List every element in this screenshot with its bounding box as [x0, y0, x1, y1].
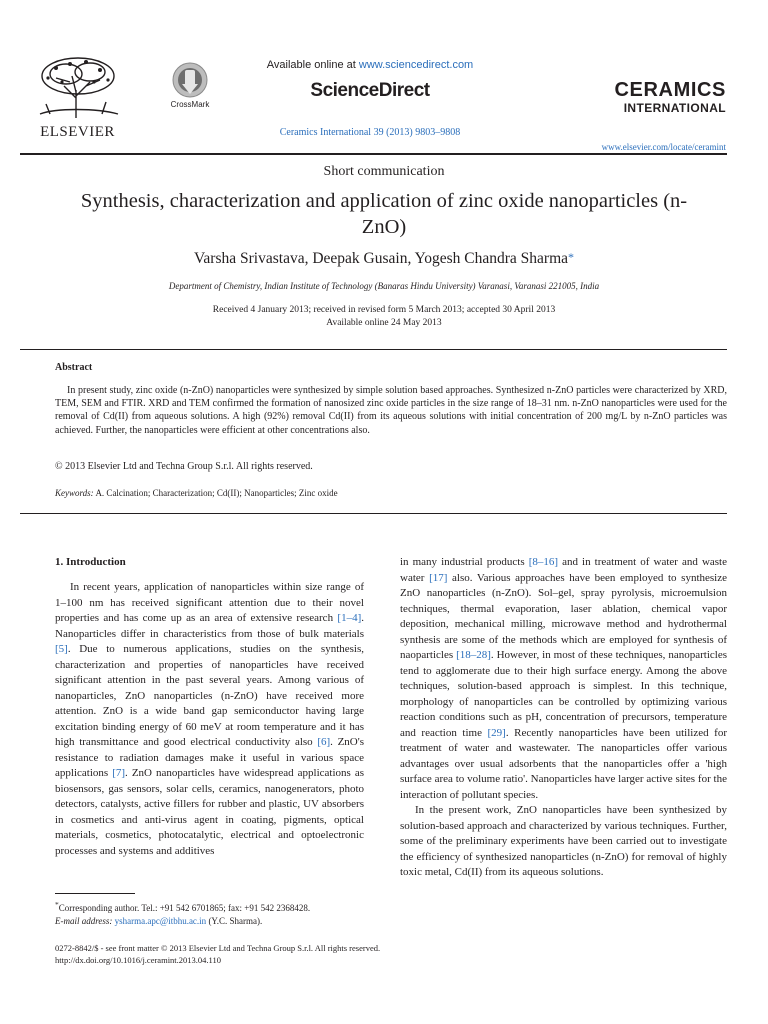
crossmark-label: CrossMark	[170, 100, 210, 109]
citation-link[interactable]: [17]	[429, 571, 448, 584]
body-column-right	[400, 555, 727, 881]
journal-url[interactable]: www.elsevier.com/locate/ceramint	[601, 142, 726, 152]
author-list	[0, 250, 768, 268]
text-run: . Due to numerous applications, studies on the synthesis, characterization and properties of nanoparticles have received significant attention in the past several years. Among various of nanoparticles, ZnO nanoparticles (n-ZnO) have received more attention. ZnO is a wide band gap semiconductor having large excitation binding energy of 60 meV at room temperature and it has high transmittance and good electrical conductivity also	[55, 643, 364, 748]
elsevier-logo	[20, 52, 135, 142]
journal-reference[interactable]: Ceramics International 39 (2013) 9803–9808	[279, 127, 461, 138]
header-divider	[20, 153, 727, 155]
email-suffix: (Y.C. Sharma).	[206, 916, 263, 926]
citation-link[interactable]: [5]	[55, 643, 68, 655]
citation-link[interactable]: [6]	[317, 736, 331, 748]
received-dates: Received 4 January 2013; received in revised form 5 March 2013; accepted 30 April 2013	[212, 305, 556, 315]
footnote-mark: *	[55, 900, 59, 909]
intro-paragraph-2: In the present work, ZnO nanoparticles have been synthesized by solution-based approach and characterized by various techniques. Further, some of the preliminary experiments have been carried out to investigate the efficiency of synthesized nanoparticles (n-ZnO) for removal of highly toxic metal, Cd(II) from its aqueous solutions.	[400, 804, 727, 878]
citation-link[interactable]: [18–28]	[456, 649, 491, 661]
affiliation: Department of Chemistry, Indian Institute of Technology (Banaras Hindu University) Varanasi, Varanasi 221005, India	[168, 281, 600, 291]
available-online-prefix: Available online at	[266, 59, 359, 71]
email-label: E-mail address:	[55, 916, 113, 926]
journal-logo	[606, 80, 726, 114]
text-run: In recent years, application of nanoparticles within size range of 1–100 nm has received significant attention due to their novel properties and has come up as an area of extensive research	[55, 581, 364, 624]
corresponding-author-contact: Corresponding author. Tel.: +91 542 6701865; fax: +91 542 2368428.	[58, 903, 311, 913]
copyright-notice: © 2013 Elsevier Ltd and Techna Group S.r.l. All rights reserved.	[55, 461, 313, 472]
sciencedirect-logo: ScienceDirect	[310, 80, 430, 101]
intro-paragraph-1-continued	[400, 555, 727, 803]
available-online-line	[200, 59, 540, 71]
keywords-label: Keywords:	[55, 488, 94, 498]
text-run: also. Various approaches have been employed to synthesize ZnO nanoparticles (n-ZnO). Sol–gel, spray pyrolysis, microemulsion techniques, thermal evaporation, laser ablation, chemical vapor deposition, mechanical milling, microwave method and hydrothermal synthesis are some of the methods which are employed for synthesis of naoparticles	[400, 571, 727, 661]
footnote	[55, 898, 385, 928]
article-dates	[0, 304, 768, 330]
sciencedirect-url[interactable]: www.sciencedirect.com	[358, 59, 474, 71]
elsevier-tree-icon	[26, 52, 130, 120]
front-matter-line: 0272-8842/$ - see front matter © 2013 Elsevier Ltd and Techna Group S.r.l. All rights reserved.	[55, 943, 381, 953]
text-run: . ZnO nanoparticles have widespread applications as biosensors, gas sensors, solar cells, ceramics, nanogenerators, photo detectors, catalysts, active fillers for rubber and plastic, UV absorbers in cosmetics and anti-virus agent in coating, pigments, optical materials, cosmetics, photocatalytic, electrical and optoelectronic processes and systems and additives	[55, 767, 364, 857]
text-run: in many industrial products	[400, 556, 529, 568]
corresponding-author-mark[interactable]: *	[568, 250, 575, 264]
footnote-divider	[55, 893, 135, 894]
authors-text: Varsha Srivastava, Deepak Gusain, Yogesh Chandra Sharma	[193, 250, 569, 267]
intro-paragraph-1	[55, 580, 364, 859]
article-title: Synthesis, characterization and application of zinc oxide nanoparticles (n-ZnO)	[80, 190, 688, 238]
body-column-left	[55, 580, 364, 859]
citation-link[interactable]: [7]	[112, 767, 126, 779]
keywords	[55, 488, 338, 498]
publisher-name: ELSEVIER	[40, 124, 115, 140]
journal-logo-bottom: INTERNATIONAL	[623, 101, 726, 115]
text-run: . ZnO's resistance to radiation damages make it useful in various space applications	[55, 736, 364, 779]
text-run: . However, in most of these techniques, nanoparticles tend to agglomerate due to their high surface energy. Among the above techniques, solution-based approach is simplest. In this technique, morphology of nanoparticles can be controlled by optimizing various reaction conditions such as pH, concentration of precursors, temperature and reaction time	[400, 649, 727, 739]
corresponding-author-note	[55, 898, 385, 915]
keywords-list: A. Calcination; Characterization; Cd(II); Nanoparticles; Zinc oxide	[95, 488, 338, 498]
email-line	[55, 915, 385, 928]
article-type: Short communication	[323, 164, 445, 179]
front-matter	[55, 942, 655, 966]
text-run: . Nanoparticles differ in characteristics from those of bulk materials	[55, 612, 364, 640]
citation-link[interactable]: [8–16]	[528, 556, 559, 568]
doi-link[interactable]: http://dx.doi.org/10.1016/j.ceramint.2013.04.110	[55, 955, 221, 965]
citation-link[interactable]: [29]	[487, 726, 506, 739]
journal-logo-top: CERAMICS	[614, 79, 726, 101]
text-run: and in treatment of water and waste water	[400, 556, 727, 584]
section-heading-introduction: 1. Introduction	[55, 556, 126, 568]
email-link[interactable]: ysharma.apc@itbhu.ac.in	[114, 916, 207, 926]
abstract-text: In present study, zinc oxide (n-ZnO) nanoparticles were synthesized by simple solution based approaches. Synthesized n-ZnO particles were characterized by XRD, TEM, SEM and FTIR. XRD and TEM confirmed the formation of nanosized zinc oxide particles in the size range of 18–31 nm. n-ZnO nanoparticles were used for the removal of Cd(II) from aqueous solutions. A high (92%) removal Cd(II) from its aqueous solutions with initial concentration of 200 mg/L by n-ZnO particles was achieved. Further, the nanoparticles were efficient at other concentrations also.	[55, 385, 727, 436]
available-online-date: Available online 24 May 2013	[326, 318, 442, 328]
citation-link[interactable]: [1–4]	[337, 612, 362, 624]
abstract-divider	[20, 513, 727, 514]
abstract-heading: Abstract	[55, 362, 93, 373]
text-run: . Recently nanoparticles have been utilized for treatment of water and wastewater. The nanoparticles offer various advantages over usual adsorbents that the nanoparticles offer a 'high surface area to volume ratio'. Nanoparticles have larger active sites for the interaction of pollutant species.	[400, 726, 727, 801]
title-divider	[20, 349, 727, 350]
